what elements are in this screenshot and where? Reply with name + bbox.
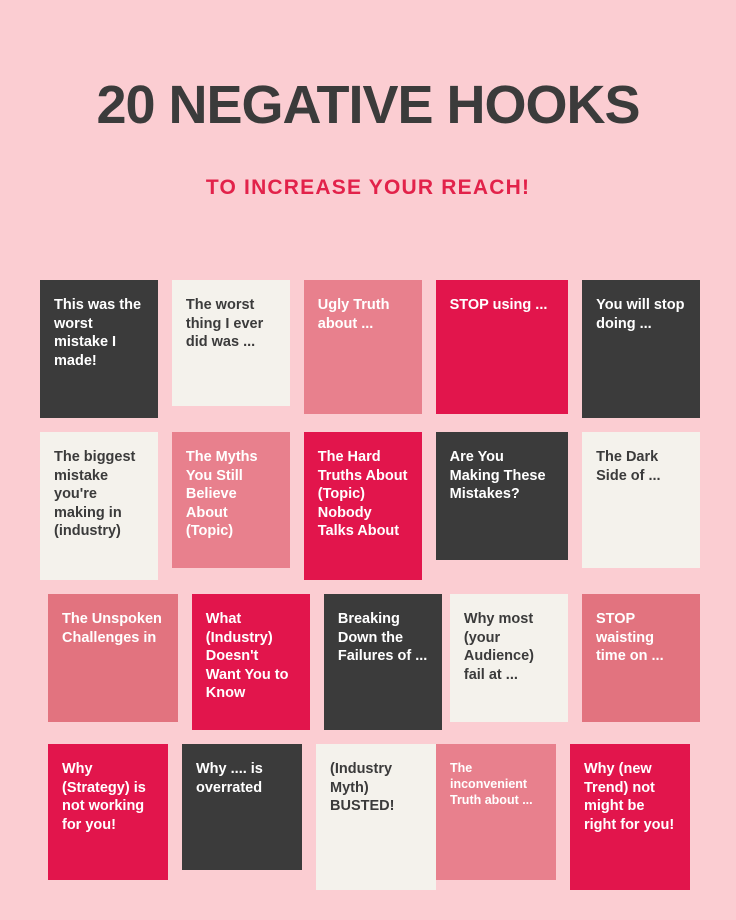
page-subtitle: TO INCREASE YOUR REACH!: [205, 176, 531, 199]
hook-text: Why (Strategy) is not working for you!: [62, 761, 146, 833]
hook-card: [172, 280, 290, 406]
hook-text: The inconvenient Truth about ...: [450, 761, 533, 807]
hook-card: [436, 280, 569, 414]
hooks-row: [48, 744, 700, 890]
hook-text: The worst thing I ever did was ...: [185, 297, 264, 351]
hook-text: What (Industry) Doesn't Want You to Know: [205, 611, 289, 702]
hook-text: (Industry Myth) BUSTED!: [330, 761, 395, 815]
hook-card: [172, 432, 290, 568]
hook-card: [304, 432, 422, 580]
hook-card: [316, 744, 436, 890]
hook-text: Why most (your Audience) fail at ...: [463, 611, 534, 683]
hook-text: This was the worst mistake I made!: [54, 297, 142, 369]
hook-card: [324, 594, 442, 730]
hooks-row: [48, 594, 700, 730]
hooks-row: [40, 280, 700, 418]
hook-text: STOP using ...: [449, 297, 548, 313]
hook-card: [570, 744, 690, 890]
hook-card: [450, 594, 568, 722]
hook-text: STOP waisting time on ...: [595, 611, 664, 665]
hook-text: Ugly Truth about ...: [317, 297, 390, 332]
hook-text: Why .... is overrated: [196, 761, 263, 796]
hook-card: [40, 280, 158, 418]
hook-card: [436, 432, 569, 560]
hook-card: [582, 432, 700, 568]
hook-text: The Unspoken Challenges in: [62, 611, 162, 646]
hook-text: Why (new Trend) not might be right for you!: [584, 761, 675, 833]
hook-card: [182, 744, 302, 870]
page-title: 20 NEGATIVE HOOKS: [96, 75, 640, 135]
hook-text: The Hard Truths About (Topic) Nobody Talks About: [317, 449, 408, 540]
hook-card: [304, 280, 422, 414]
hook-text: Are You Making These Mistakes?: [449, 449, 546, 503]
hook-card: [582, 280, 700, 418]
hook-text: The Dark Side of ...: [596, 449, 661, 484]
hook-card: [40, 432, 158, 580]
hook-card: [192, 594, 310, 730]
hook-text: You will stop doing ...: [596, 297, 685, 332]
hook-card: [48, 744, 168, 880]
hook-text: Breaking Down the Failures of ...: [337, 611, 428, 665]
hook-card: [582, 594, 700, 722]
hook-card: [436, 744, 556, 880]
hooks-grid: [40, 280, 700, 890]
hook-text: The Myths You Still Believe About (Topic): [185, 449, 258, 540]
hooks-row: [40, 432, 700, 580]
hook-text: The biggest mistake you're making in (industry): [54, 449, 136, 540]
hook-card: [48, 594, 178, 722]
